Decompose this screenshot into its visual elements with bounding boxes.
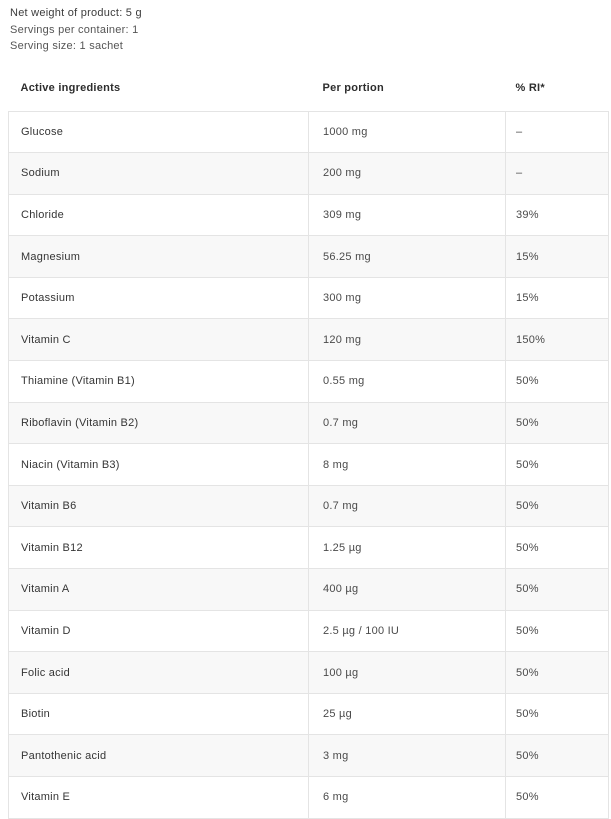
ri-percent-cell: 50%: [506, 402, 609, 444]
ingredient-name-cell: Sodium: [9, 153, 309, 195]
column-header-ri: % RI*: [515, 82, 545, 95]
ri-percent-cell: 150%: [506, 319, 609, 361]
ri-percent-cell: 50%: [506, 361, 609, 403]
table-header-row: [9, 66, 609, 111]
ingredient-name-cell: Magnesium: [9, 236, 309, 278]
per-portion-cell: 8 mg: [309, 444, 506, 486]
column-header-per-portion: Per portion: [322, 82, 384, 95]
ri-percent-cell: 50%: [506, 610, 609, 652]
ingredient-name-cell: Potassium: [9, 277, 309, 319]
per-portion-cell: 0.7 mg: [309, 402, 506, 444]
per-portion-cell: 0.7 mg: [309, 485, 506, 527]
ingredient-name-cell: Vitamin B12: [9, 527, 309, 569]
ingredient-name-cell: Glucose: [9, 111, 309, 153]
ri-percent-cell: 50%: [506, 693, 609, 735]
ri-percent-cell: 50%: [506, 777, 609, 819]
table-row: [9, 194, 609, 236]
ri-percent-cell: 39%: [506, 194, 609, 236]
per-portion-cell: 56.25 mg: [309, 236, 506, 278]
per-portion-cell: 400 µg: [309, 569, 506, 611]
ingredient-name-cell: Folic acid: [9, 652, 309, 694]
ingredient-name-cell: Vitamin C: [9, 319, 309, 361]
ri-percent-cell: 50%: [506, 527, 609, 569]
net-weight-text: Net weight of product: 5 g: [10, 7, 142, 19]
table-row: [9, 693, 609, 735]
ri-percent-cell: 15%: [506, 236, 609, 278]
per-portion-cell: 2.5 µg / 100 IU: [309, 610, 506, 652]
per-portion-cell: 309 mg: [309, 194, 506, 236]
ingredient-name-cell: Thiamine (Vitamin B1): [9, 361, 309, 403]
per-portion-cell: 100 µg: [309, 652, 506, 694]
table-row: [9, 361, 609, 403]
table-row: [9, 277, 609, 319]
ingredient-name-cell: Biotin: [9, 693, 309, 735]
product-info: [10, 5, 142, 55]
table-row: [9, 402, 609, 444]
servings-per-container-text: Servings per container: 1: [10, 23, 139, 36]
ri-percent-cell: –: [506, 153, 609, 195]
ingredient-name-cell: Niacin (Vitamin B3): [9, 444, 309, 486]
table-row: [9, 236, 609, 278]
table-row: [9, 610, 609, 652]
ingredient-name-cell: Vitamin D: [9, 610, 309, 652]
per-portion-cell: 3 mg: [309, 735, 506, 777]
ri-percent-cell: 50%: [506, 569, 609, 611]
table-header: [9, 66, 609, 111]
ingredient-name-cell: Pantothenic acid: [9, 735, 309, 777]
ingredient-name-cell: Vitamin E: [9, 777, 309, 819]
per-portion-cell: 6 mg: [309, 777, 506, 819]
table-row: [9, 652, 609, 694]
ri-percent-cell: 50%: [506, 652, 609, 694]
table-row: [9, 777, 609, 819]
serving-size-text: Serving size: 1 sachet: [10, 40, 124, 52]
per-portion-cell: 200 mg: [309, 153, 506, 195]
table-row: [9, 735, 609, 777]
per-portion-cell: 25 µg: [309, 693, 506, 735]
table-row: [9, 111, 609, 153]
table-row: [9, 569, 609, 611]
per-portion-cell: 120 mg: [309, 319, 506, 361]
per-portion-cell: 300 mg: [309, 277, 506, 319]
table-row: [9, 153, 609, 195]
ri-percent-cell: –: [506, 111, 609, 153]
ingredient-name-cell: Vitamin A: [9, 569, 309, 611]
per-portion-cell: 1000 mg: [309, 111, 506, 153]
per-portion-cell: 1.25 µg: [309, 527, 506, 569]
ingredient-name-cell: Vitamin B6: [9, 485, 309, 527]
table-row: [9, 444, 609, 486]
table-row: [9, 319, 609, 361]
ri-percent-cell: 15%: [506, 277, 609, 319]
table-row: [9, 485, 609, 527]
ingredient-name-cell: Riboflavin (Vitamin B2): [9, 402, 309, 444]
active-ingredients-table: [8, 66, 609, 819]
table-row: [9, 527, 609, 569]
ri-percent-cell: 50%: [506, 735, 609, 777]
ingredient-name-cell: Chloride: [9, 194, 309, 236]
per-portion-cell: 0.55 mg: [309, 361, 506, 403]
column-header-active-ingredients: Active ingredients: [20, 82, 121, 95]
table-body: [9, 111, 609, 818]
ri-percent-cell: 50%: [506, 444, 609, 486]
ri-percent-cell: 50%: [506, 485, 609, 527]
